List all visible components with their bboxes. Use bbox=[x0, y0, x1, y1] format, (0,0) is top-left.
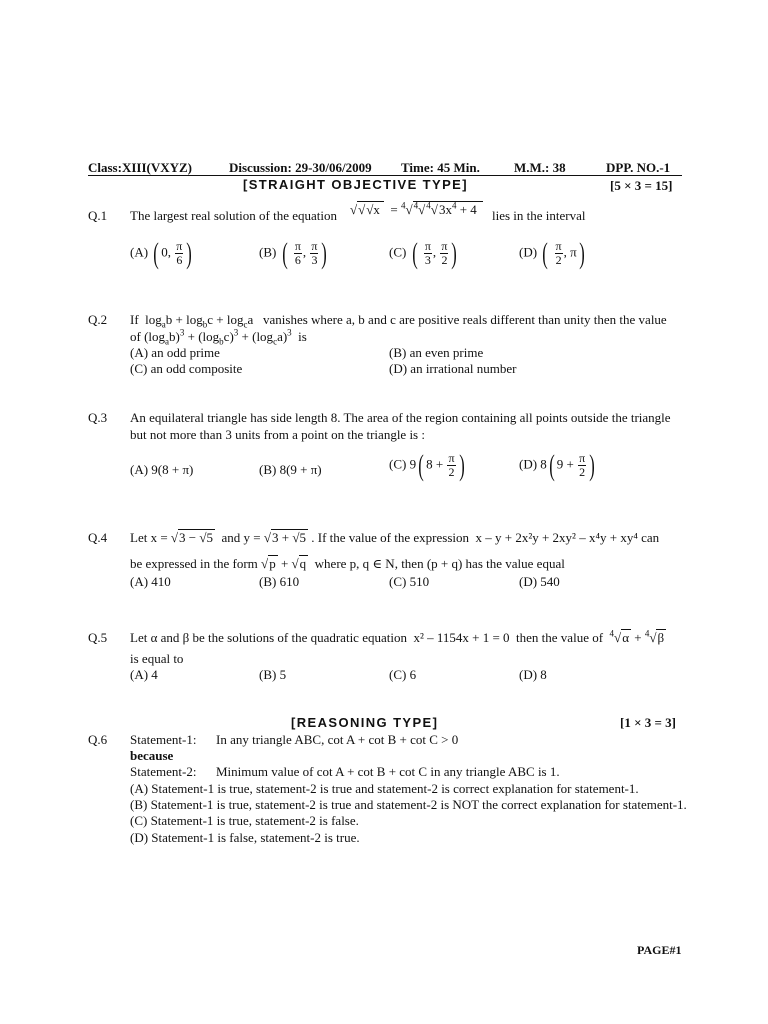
option-b: (B) 8(9 + π) bbox=[259, 462, 322, 477]
question-text: Let α and β be the solutions of the quadratic equation x² – 1154x + 1 = 0 then the value of $^4$√α + $^4$√β bbox=[130, 628, 665, 645]
option-d: (D) 8 bbox=[519, 667, 547, 682]
question-text: Let x = √3 − √5 and y = √3 + √5 . If the value of the expression x – y + 2x²y + 2xy² – x⁴y + xy⁴ can bbox=[130, 530, 660, 545]
page-number: PAGE#1 bbox=[637, 943, 682, 957]
option-b: (B) ( $\frac{\pi}{6}$ , $\frac{\pi}{3}$ ) bbox=[259, 236, 328, 270]
question-number: Q.6 bbox=[88, 732, 108, 747]
question-text-line2: be expressed in the form √p + √q where p, q ∈ N, then (p + q) has the value equal bbox=[130, 556, 565, 571]
option-c: (C) 6 bbox=[389, 667, 417, 682]
option-c: (C) an odd composite bbox=[130, 361, 243, 376]
question-text-line2: is equal to bbox=[130, 651, 184, 666]
option-b: (B) Statement-1 is true, statement-2 is true and statement-2 is NOT the correct explanation for statement-1. bbox=[130, 797, 687, 812]
option-b: (B) 610 bbox=[259, 574, 300, 589]
option-a: (A) 9(8 + π) bbox=[130, 462, 194, 477]
question-text-line2: but not more than 3 units from a point on the triangle is : bbox=[130, 427, 425, 442]
question-text-tail: lies in the interval bbox=[492, 208, 586, 223]
option-a: (A) 4 bbox=[130, 667, 158, 682]
option-d: (D) 8( 9 + $\frac{\pi}{2}$ ) bbox=[519, 448, 595, 482]
section-marks-reasoning: [1 × 3 = 3] bbox=[620, 715, 676, 730]
option-c: (C) Statement-1 is true, statement-2 is false. bbox=[130, 813, 359, 828]
statement-1: In any triangle ABC, cot A + cot B + cot C > 0 bbox=[216, 732, 459, 747]
header-rule bbox=[88, 175, 682, 176]
time-label: Time: 45 Min. bbox=[401, 160, 480, 175]
section-title-reasoning: [REASONING TYPE] bbox=[291, 715, 439, 730]
question-text: If $\log_ab + \log_bc + \log_ca$ vanishes where a, b and c are positive reals different than unity then the value bbox=[130, 312, 667, 330]
option-d: (D) an irrational number bbox=[389, 361, 517, 376]
option-a: (A) an odd prime bbox=[130, 345, 220, 360]
option-c: (C) 9( 8 + $\frac{\pi}{2}$ ) bbox=[389, 448, 465, 482]
option-d: (D) 540 bbox=[519, 574, 560, 589]
max-marks: M.M.: 38 bbox=[514, 160, 566, 175]
statement-2: Minimum value of cot A + cot B + cot C in any triangle ABC is 1. bbox=[216, 764, 560, 779]
question-number: Q.4 bbox=[88, 530, 108, 545]
section-marks-objective: [5 × 3 = 15] bbox=[610, 178, 673, 193]
question-number: Q.2 bbox=[88, 312, 108, 327]
q1-equation: $√√√x = ^4√^4√^4√3x^4 + 4$ bbox=[350, 202, 483, 218]
question-number: Q.3 bbox=[88, 410, 108, 425]
option-a: (A) Statement-1 is true, statement-2 is true and statement-2 is correct explanation for statement-1. bbox=[130, 781, 639, 796]
question-text: The largest real solution of the equation bbox=[130, 208, 337, 223]
question-number: Q.1 bbox=[88, 208, 108, 223]
option-a: (A) 410 bbox=[130, 574, 171, 589]
discussion-date: Discussion: 29-30/06/2009 bbox=[229, 160, 372, 175]
question-text-line2: of $(\log_ab)^3 + (\log_bc)^3 + (\log_ca)^3$ is bbox=[130, 327, 307, 347]
option-a: (A) ( 0, $\frac{\pi}{6}$ ) bbox=[130, 236, 193, 270]
dpp-number: DPP. NO.-1 bbox=[606, 160, 671, 175]
option-c: (C) ( $\frac{\pi}{3}$ , $\frac{\pi}{2}$ ) bbox=[389, 236, 458, 270]
class-label: Class:XIII(VXYZ) bbox=[88, 160, 193, 175]
question-number: Q.5 bbox=[88, 630, 108, 645]
section-title-objective: [STRAIGHT OBJECTIVE TYPE] bbox=[243, 177, 468, 192]
option-d: (D) ( $\frac{\pi}{2}$ , π) bbox=[519, 236, 585, 270]
option-b: (B) an even prime bbox=[389, 345, 484, 360]
statement-2-label: Statement-2: bbox=[130, 764, 197, 779]
because-label: because bbox=[130, 748, 174, 763]
option-b: (B) 5 bbox=[259, 667, 287, 682]
statement-1-label: Statement-1: bbox=[130, 732, 197, 747]
option-c: (C) 510 bbox=[389, 574, 430, 589]
option-d: (D) Statement-1 is false, statement-2 is true. bbox=[130, 830, 360, 845]
question-text: An equilateral triangle has side length 8. The area of the region containing all points outside the triangle bbox=[130, 410, 671, 425]
